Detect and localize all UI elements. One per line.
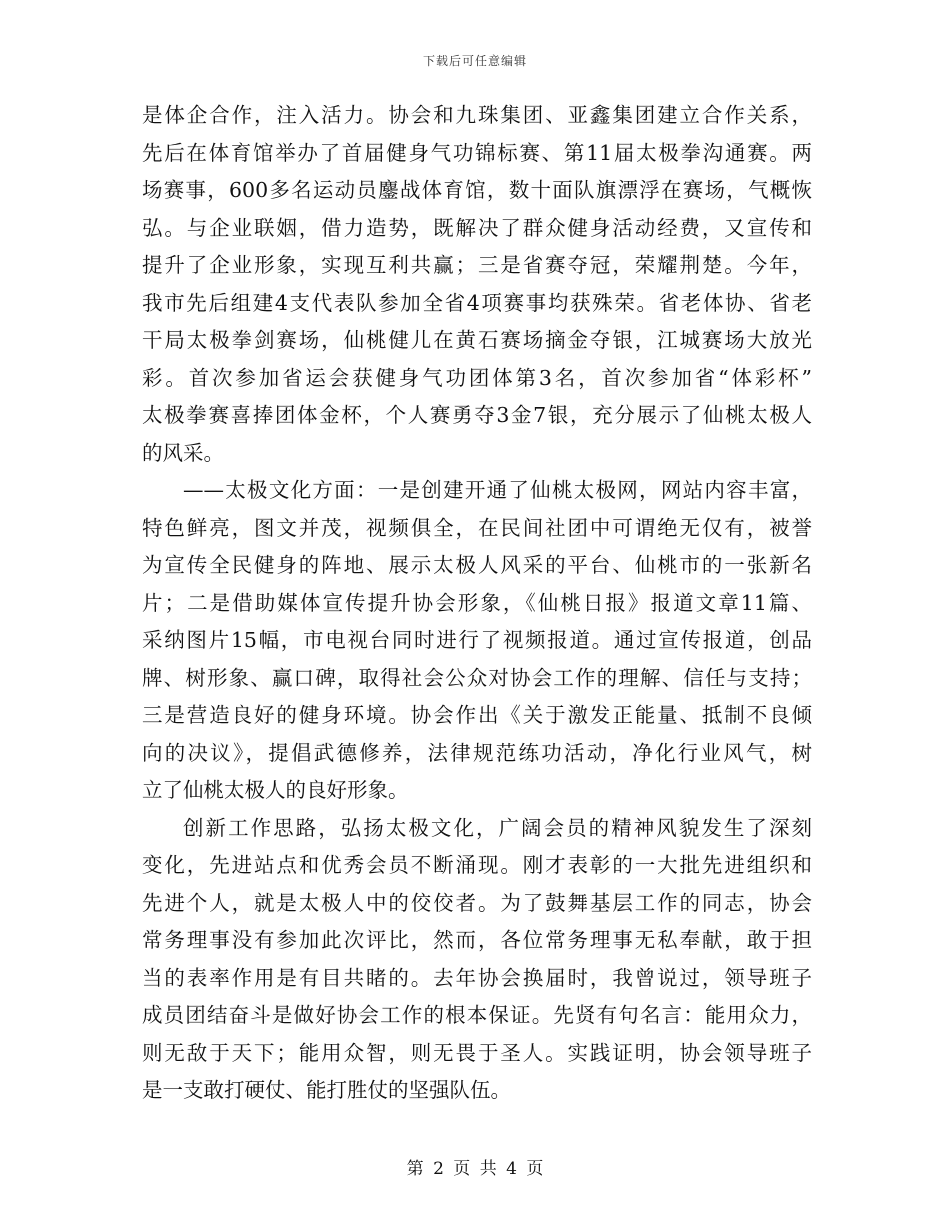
text-line: 场赛事，600多名运动员鏖战体育馆，数十面队旗漂浮在赛场，气概恢 xyxy=(142,178,812,202)
text-line: 当的表率作用是有目共睹的。去年协会换届时，我曾说过，领导班子 xyxy=(142,965,812,990)
text-line: 向的决议》，提倡武德修养，法律规范练功活动，净化行业风气，树 xyxy=(142,740,812,765)
text-line: 提升了企业形象，实现互利共赢；三是省赛夺冠，荣耀荆楚。今年， xyxy=(142,253,812,277)
text-line: 立了仙桃太极人的良好形象。 xyxy=(142,778,409,802)
text-line: 彩。首次参加省运会获健身气功团体第3名，首次参加省“体彩杯” xyxy=(142,365,812,390)
page-header: 下载后可任意编辑 xyxy=(422,54,527,68)
text-line: 常务理事没有参加此次评比，然而，各位常务理事无私奉献，敢于担 xyxy=(142,928,812,952)
text-line: 先进个人，就是太极人中的佼佼者。为了鼓舞基层工作的同志，协会 xyxy=(142,890,812,915)
text-line: 三是营造良好的健身环境。协会作出《关于激发正能量、抵制不良倾 xyxy=(142,703,812,727)
text-line: 创新工作思路，弘扬太极文化，广阔会员的精神风貌发生了深刻 xyxy=(183,815,812,840)
text-line: 是一支敢打硬仗、能打胜仗的坚强队伍。 xyxy=(142,1078,511,1102)
text-line: 则无敌于天下；能用众智，则无畏于圣人。实践证明，协会领导班子 xyxy=(142,1040,812,1065)
paragraph xyxy=(142,472,812,810)
text-line: 成员团结奋斗是做好协会工作的根本保证。先贤有句名言：能用众力， xyxy=(142,1003,812,1027)
text-line: 为宣传全民健身的阵地、展示太极人风采的平台、仙桃市的一张新名 xyxy=(142,553,812,577)
text-line: 采纳图片15幅，市电视台同时进行了视频报道。通过宣传报道，创品 xyxy=(142,628,812,652)
text-line: 的风采。 xyxy=(142,440,224,465)
text-line: 弘。与企业联姻，借力造势，既解决了群众健身活动经费，又宣传和 xyxy=(142,215,812,240)
text-line: 变化，先进站点和优秀会员不断涌现。刚才表彰的一大批先进组织和 xyxy=(142,853,812,877)
text-line: 太极拳赛喜捧团体金杯，个人赛勇夺3金7银，充分展示了仙桃太极人 xyxy=(142,403,812,427)
paragraph xyxy=(142,810,812,1110)
document-body xyxy=(142,97,812,1110)
paragraph xyxy=(142,97,812,472)
text-line: 牌、树形象、赢口碑，取得社会公众对协会工作的理解、信任与支持； xyxy=(142,665,812,690)
text-line: 片；二是借助媒体宣传提升协会形象，《仙桃日报》报道文章11篇、 xyxy=(142,590,812,615)
text-line: 我市先后组建4支代表队参加全省4项赛事均获殊荣。省老体协、省老 xyxy=(142,290,812,315)
page-footer: 第 2 页 共 4 页 xyxy=(406,1159,544,1179)
text-line: 干局太极拳剑赛场，仙桃健儿在黄石赛场摘金夺银，江城赛场大放光 xyxy=(142,328,812,352)
text-line: ——太极文化方面：一是创建开通了仙桃太极网，网站内容丰富， xyxy=(183,478,812,502)
text-line: 特色鲜亮，图文并茂，视频俱全，在民间社团中可谓绝无仅有，被誉 xyxy=(142,515,812,540)
text-line: 先后在体育馆举办了首届健身气功锦标赛、第11届太极拳沟通赛。两 xyxy=(142,140,812,165)
text-line: 是体企合作，注入活力。协会和九珠集团、亚鑫集团建立合作关系， xyxy=(142,103,812,127)
